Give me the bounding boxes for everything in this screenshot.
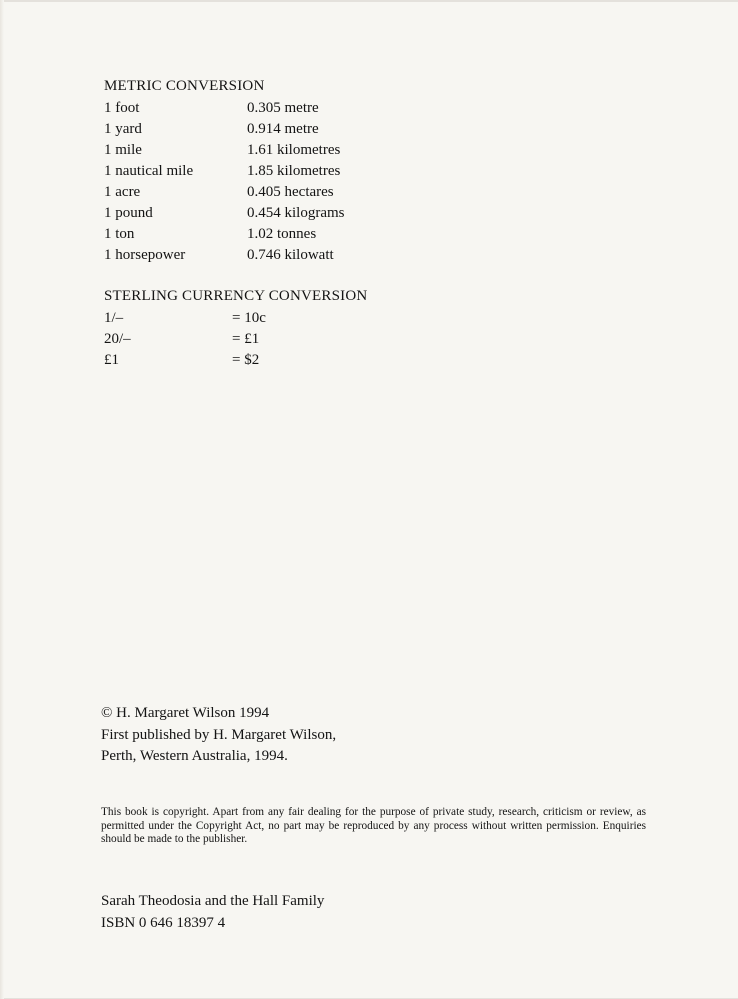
copyright-block [101,703,336,768]
unit-label: 1 foot [104,100,140,116]
currency-value: = £1 [232,331,260,347]
publisher-line: First published by H. Margaret Wilson, [101,726,337,743]
metric-value: 1.85 kilometres [247,163,341,179]
book-title: Sarah Theodosia and the Hall Family [101,893,325,909]
copyright-notice: This book is copyright. Apart from any fair dealing for the purpose of private study, research, criticism or review, as permitted under the Copyright Act, no part may be reproduced by any process without written permission. Enquiries should be made to the publisher. [101,806,646,846]
currency-value: = 10c [232,310,266,326]
unit-label: 1 mile [104,142,142,158]
metric-value: 0.914 metre [247,121,319,137]
currency-label: £1 [104,352,119,368]
metric-value: 1.61 kilometres [247,142,341,158]
currency-value: = $2 [232,352,260,368]
isbn: ISBN 0 646 18397 4 [101,914,226,931]
unit-label: 1 horsepower [104,247,186,263]
unit-label: 1 yard [104,121,142,137]
unit-label: 1 ton [104,226,135,242]
unit-label: 1 nautical mile [104,163,194,179]
book-info [101,891,324,934]
copyright-line: © H. Margaret Wilson 1994 [101,705,270,721]
metric-value: 1.02 tonnes [247,226,317,242]
currency-label: 1/– [104,310,124,326]
publication-place-line: Perth, Western Australia, 1994. [101,748,288,764]
page-edge [0,0,4,999]
currency-conversion-title: STERLING CURRENCY CONVERSION [104,288,368,304]
metric-value: 0.454 kilograms [247,205,345,221]
unit-label: 1 pound [104,205,153,221]
unit-label: 1 acre [104,184,141,200]
metric-conversion-title: METRIC CONVERSION [104,78,265,94]
metric-value: 0.305 metre [247,100,319,116]
currency-label: 20/– [104,331,131,347]
metric-value: 0.746 kilowatt [247,247,334,263]
metric-value: 0.405 hectares [247,184,334,200]
